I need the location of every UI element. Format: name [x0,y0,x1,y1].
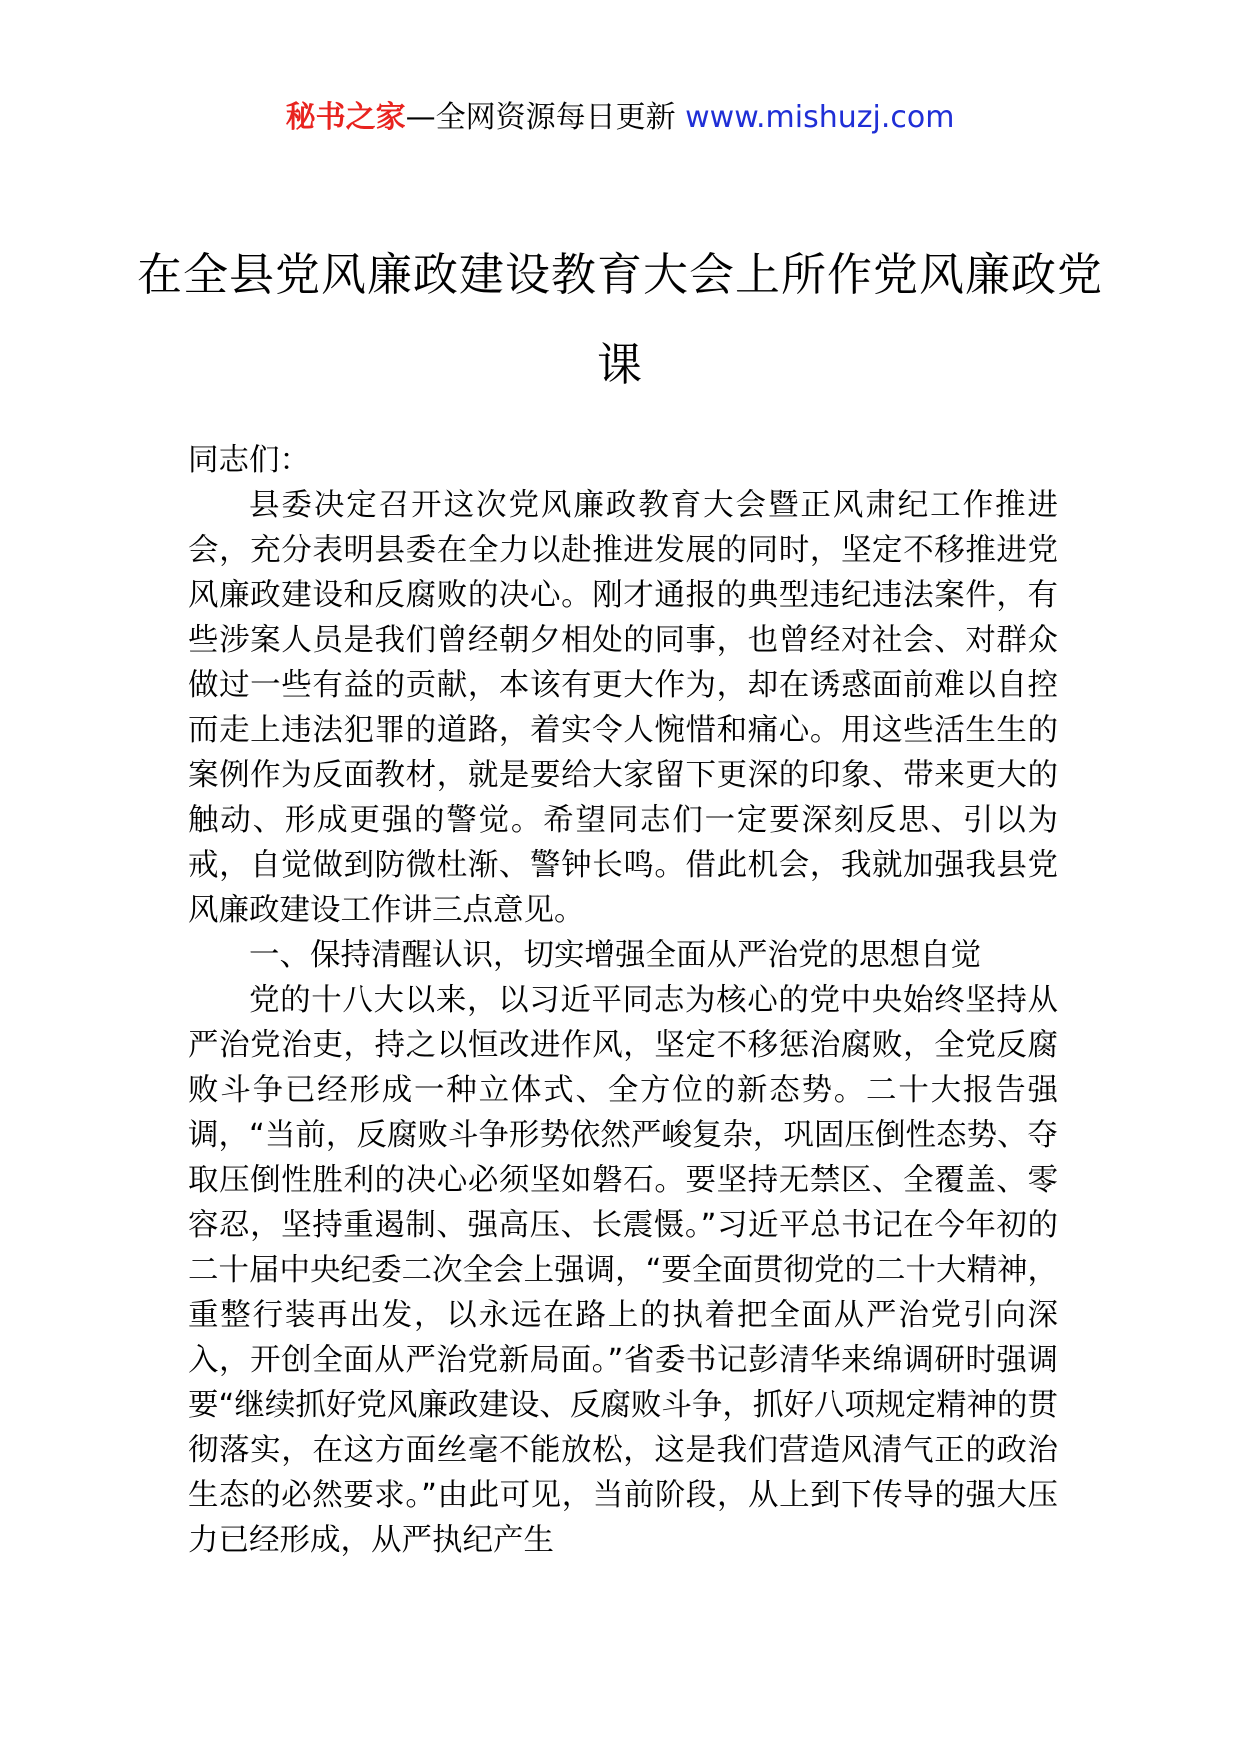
section-heading-1: 一、保持清醒认识，切实增强全面从严治党的思想自觉 [249,938,981,973]
paragraph-intro: 县委决定召开这次党风廉政教育大会暨正风肃纪工作推进会，充分表明县委在全力以赴推进发展的同时，坚定不移推进党风廉政建设和反腐败的决心。刚才通报的典型违纪违法案件，有些涉案人员是我们曾经朝夕相处的同事，也曾经对社会、对群众做过一些有益的贡献，本该有更大作为，却在诱惑面前难以自控而走上违法犯罪的道路，着实令人惋惜和痛心。用这些活生生的案例作为反面教材，就是要给大家留下更深的印象、带来更大的触动、形成更强的警觉。希望同志们一定要深刻反思、引以为戒，自觉做到防微杜渐、警钟长鸣。借此机会，我就加强我县党风廉政建设工作讲三点意见。 [188,488,1058,928]
salutation: 同志们： [188,443,310,478]
header-tagline: 全网资源每日更新 [435,100,686,135]
document-body [188,438,1058,1563]
document-title: 在全县党风廉政建设教育大会上所作党风廉政党课 [136,248,1103,391]
site-header [0,96,1240,140]
site-brand: 秘书之家 [285,100,406,135]
header-separator: — [405,100,436,135]
site-url-link[interactable]: www.mishuzj.com [685,100,955,135]
paragraph-section-1: 党的十八大以来，以习近平同志为核心的党中央始终坚持从严治党治吏，持之以恒改进作风，坚定不移惩治腐败，全党反腐败斗争已经形成一种立体式、全方位的新态势。二十大报告强调，“当前，反腐败斗争形势依然严峻复杂，巩固压倒性态势、夺取压倒性胜利的决心必须坚如磐石。要坚持无禁区、全覆盖、零容忍，坚持重遏制、强高压、长震慑。”习近平总书记在今年初的二十届中央纪委二次全会上强调，“要全面贯彻党的二十大精神，重整行装再出发，以永远在路上的执着把全面从严治党引向深入，开创全面从严治党新局面。”省委书记彭清华来绵调研时强调要“继续抓好党风廉政建设、反腐败斗争，抓好八项规定精神的贯彻落实，在这方面丝毫不能放松，这是我们营造风清气正的政治生态的必然要求。”由此可见，当前阶段，从上到下传导的强大压力已经形成，从严执纪产生 [188,983,1058,1558]
